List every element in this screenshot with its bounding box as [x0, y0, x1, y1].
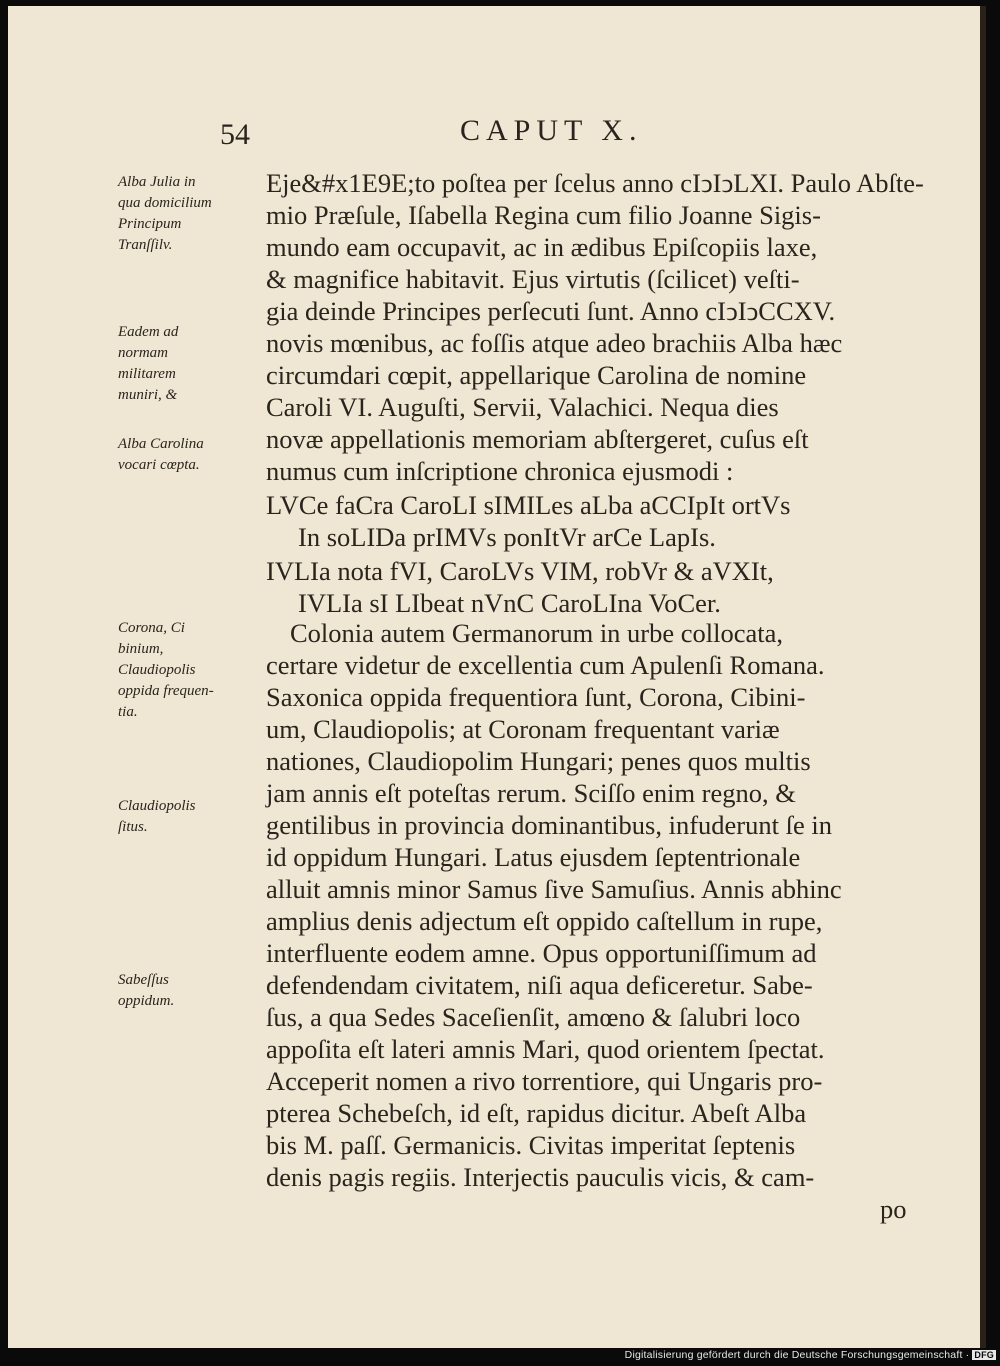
text-line: denis pagis regiis. Interjectis pauculis vicis, & cam-: [266, 1162, 815, 1192]
text-line: id oppidum Hungari. Latus ejusdem ſeptentrionale: [266, 842, 801, 872]
text-line: alluit amnis minor Samus ſive Samuſius. Annis abhinc: [266, 874, 842, 904]
text-line: amplius denis adjectum eſt oppido caſtellum in rupe,: [266, 906, 823, 936]
text-line: Colonia autem Germanorum in urbe collocata,: [290, 618, 784, 648]
text-line: certare videtur de excellentia cum Apulenſi Romana.: [266, 650, 825, 680]
inscription-line: IVLIa nota fVI, CaroLVs VIM, robVr & aVXIt,: [266, 556, 774, 586]
inscription-line: IVLIa sI LIbeat nVnC CaroLIna VoCer.: [298, 588, 721, 618]
sidenote-eadem: Eadem ad normam militarem muniri, &: [118, 324, 179, 403]
text-line: circumdari cœpit, appellarique Carolina de nomine: [266, 360, 807, 390]
text-line: novæ appellationis memoriam abſtergeret, cuſus eſt: [266, 424, 809, 454]
text-line: nationes, Claudiopolim Hungari; penes quos multis: [266, 746, 811, 776]
inscription-line: In soLIDa prIMVs ponItVr arCe LapIs.: [298, 522, 716, 552]
text-line: bis M. paſſ. Germanicis. Civitas imperitat ſeptenis: [266, 1130, 796, 1160]
text-line: & magnifice habitavit. Ejus virtutis (ſcilicet) veſti-: [266, 264, 800, 294]
running-title: CAPUT X.: [460, 114, 643, 147]
catchword: po: [880, 1194, 907, 1224]
page-number: 54: [220, 118, 250, 151]
text-line: pterea Schebeſch, id eſt, rapidus dicitur. Abeſt Alba: [266, 1098, 807, 1128]
footer-text: Digitalisierung gefördert durch die Deutsche Forschungsgemeinschaft ·: [624, 1349, 970, 1361]
text-line: gia deinde Principes perſecuti ſunt. Anno cIↄIↄCCXV.: [266, 296, 836, 326]
digitization-footer: [560, 1349, 996, 1366]
text-line: Eje&#x1E9E;to poſtea per ſcelus anno cIↄIↄLXI. Paulo Abſte-: [266, 168, 924, 198]
sidenote-alba-julia: Alba Julia in qua domicilium Principum Tranſſilv.: [118, 174, 212, 253]
text-line: numus cum inſcriptione chronica ejusmodi :: [266, 456, 734, 486]
text-line: mundo eam occupavit, ac in ædibus Epiſcopiis laxe,: [266, 232, 818, 262]
page-header: [8, 110, 980, 154]
text-line: jam annis eſt poteſtas rerum. Sciſſo enim regno, &: [266, 778, 796, 808]
inscription-line: LVCe faCra CaroLI sIMILes aLba aCCIpIt ortVs: [266, 490, 791, 520]
sidenote-sabessus: Sabeſſus oppidum.: [118, 972, 175, 1009]
text-line: gentilibus in provincia dominantibus, infuderunt ſe in: [266, 810, 832, 840]
dfg-logo: DFG: [974, 1350, 994, 1360]
text-line: Acceperit nomen a rivo torrentiore, qui Ungaris pro-: [266, 1066, 823, 1096]
text-line: appoſita eſt lateri amnis Mari, quod orientem ſpectat.: [266, 1034, 825, 1064]
text-line: um, Claudiopolis; at Coronam frequentant variæ: [266, 714, 780, 744]
book-page: [8, 6, 986, 1348]
sidenote-corona: Corona, Ci binium, Claudiopolis oppida frequentia.: [118, 620, 214, 720]
text-line: Caroli VI. Auguſti, Servii, Valachici. Nequa dies: [266, 392, 779, 422]
text-line: defendendam civitatem, niſi aqua deficeretur. Sabe-: [266, 970, 813, 1000]
text-line: novis mœnibus, ac foſſis atque adeo brachiis Alba hæc: [266, 328, 843, 358]
text-line: interfluente eodem amne. Opus opportuniſſimum ad: [266, 938, 817, 968]
text-line: mio Præſule, Iſabella Regina cum filio Joanne Sigis-: [266, 200, 821, 230]
sidenote-claudiopolis: Claudiopolis ſitus.: [118, 798, 196, 835]
text-line: Saxonica oppida frequentiora ſunt, Corona, Cibini-: [266, 682, 806, 712]
sidenote-alba-carolina: Alba Carolina vocari cœpta.: [118, 436, 204, 473]
text-line: ſus, a qua Sedes Saceſienſit, amœno & ſalubri loco: [266, 1002, 801, 1032]
